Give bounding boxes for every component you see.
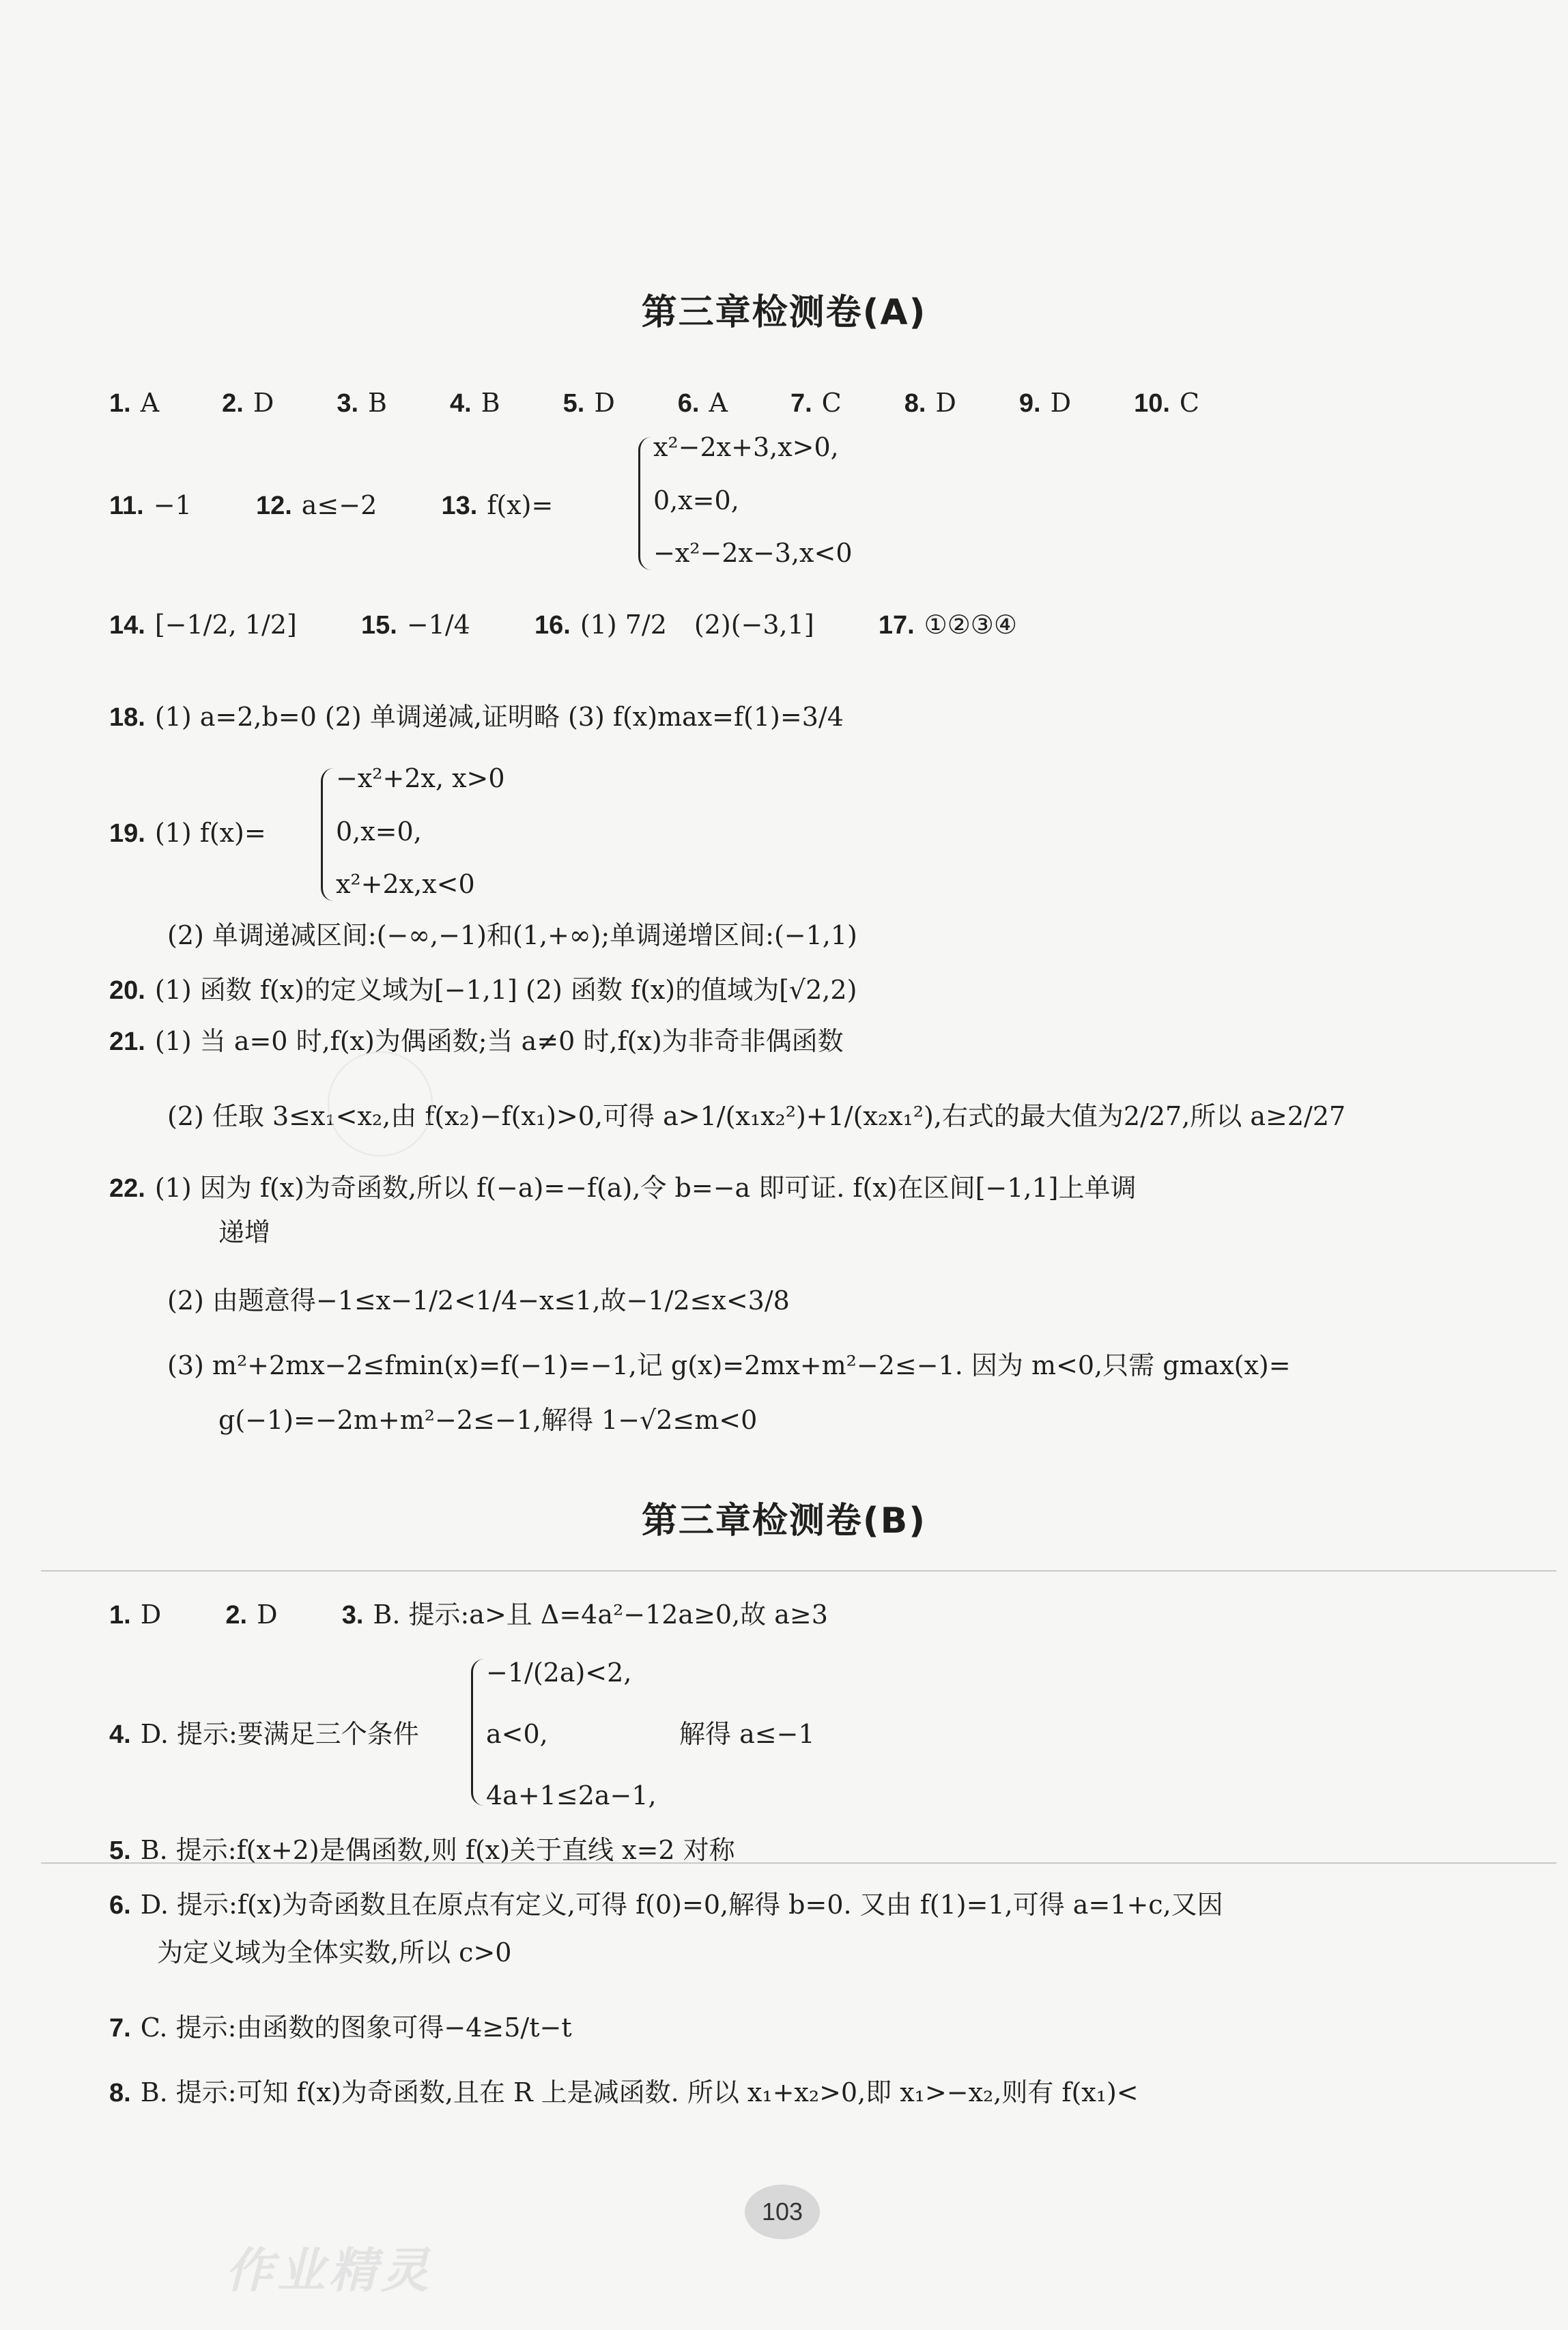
answer-b-4: 4. D. 提示:要满足三个条件 bbox=[109, 1719, 419, 1749]
answer-b-7: 7. C. 提示:由函数的图象可得−4≥5/t−t bbox=[109, 2013, 572, 2043]
answer-b-5: 5. B. 提示:f(x+2)是偶函数,则 f(x)关于直线 x=2 对称 bbox=[109, 1835, 735, 1865]
answer-b-8: 8. B. 提示:可知 f(x)为奇函数,且在 R 上是减函数. 所以 x₁+x₂>0,即 x₁>−x₂,则有 f(x₁)< bbox=[109, 2077, 1139, 2107]
answer-value: A bbox=[140, 388, 160, 418]
answer-value: B bbox=[481, 388, 500, 418]
section-title-b: 第三章检测卷(B) bbox=[641, 1501, 927, 1542]
answer-value: C bbox=[1179, 388, 1199, 418]
answer-number: 10. bbox=[1134, 389, 1170, 418]
answer-number: 8. bbox=[904, 389, 926, 418]
answer-14-17: 14. [−1/2, 1/2] 15. −1/4 16. (1) 7/2 (2)(−3,1] 17. ①②③④ bbox=[109, 610, 1017, 640]
answer-20: 20. (1) 函数 f(x)的定义域为[−1,1] (2) 函数 f(x)的值域为[√2,2) bbox=[109, 975, 857, 1005]
answer-18: 18. (1) a=2,b=0 (2) 单调递减,证明略 (3) f(x)max=f(1)=3/4 bbox=[109, 702, 844, 732]
answer-b-6: 6. D. 提示:f(x)为奇函数且在原点有定义,可得 f(0)=0,解得 b=0. 又由 f(1)=1,可得 a=1+c,又因 bbox=[109, 1890, 1223, 1920]
answer-22-part3: (3) m²+2mx−2≤fmin(x)=f(−1)=−1,记 g(x)=2mx+m²−2≤−1. 因为 m<0,只需 gmax(x)= bbox=[167, 1350, 1291, 1380]
answer-number: 3. bbox=[337, 389, 359, 418]
answer-22-part2: (2) 由题意得−1≤x−1/2<1/4−x≤1,故−1/2≤x<3/8 bbox=[167, 1285, 790, 1316]
answer-22: 22. (1) 因为 f(x)为奇函数,所以 f(−a)=−f(a),令 b=−a 即可证. f(x)在区间[−1,1]上单调 bbox=[109, 1173, 1137, 1203]
watermark: 作业精灵 bbox=[225, 2243, 433, 2299]
answer-number: 9. bbox=[1018, 389, 1041, 418]
answer-21-part2: (2) 任取 3≤x₁<x₂,由 f(x₂)−f(x₁)>0,可得 a>1/(x₁x₂²)+1/(x₂x₁²),右式的最大值为2/27,所以 a≥2/27 bbox=[167, 1101, 1346, 1131]
answer-value: B bbox=[368, 388, 387, 418]
answer-19: 19. (1) f(x)= bbox=[109, 818, 266, 848]
answers-1-10 bbox=[109, 386, 1199, 421]
answer-b-6-cont: 为定义域为全体实数,所以 c>0 bbox=[157, 1937, 512, 1967]
answer-b-1-3: 1. D 2. D 3. B. 提示:a>且 Δ=4a²−12a≥0,故 a≥3 bbox=[109, 1600, 828, 1630]
answer-number: 2. bbox=[222, 389, 244, 418]
section-title-a: 第三章检测卷(A) bbox=[641, 292, 927, 333]
answer-11-12: 11. −1 12. a≤−2 13. f(x)= bbox=[109, 490, 554, 520]
answer-value: D bbox=[594, 388, 615, 418]
answer-number: 1. bbox=[109, 389, 131, 418]
divider bbox=[41, 1570, 1556, 1572]
stamp-mark bbox=[328, 1051, 433, 1156]
answer-number: 4. bbox=[449, 389, 472, 418]
answer-page: 第三章检测卷(A) 1. A 2. D 3. B 4. B 5. D 6. A 7. C 8. D 9. D 10. C 11. −1 12. a≤−2 13. f(x)= x²−2x+3,x>0, 0,x=0, −x²−2x−3,x<0 14. [−1/2, 1/2] 15. −1/4 16. (1) 7/2 (2)(−3,1] 17. ①②③④ 18. (1) a=2,b=0 (2) 单调递减,证明略 (3) f(x)max=f(1)=3/4 19. (1) f(x)= −x²+2x, x>0 0,x=0, x²+2x,x<0 (2) 单调递减区间:(−∞,−1)和(1,+∞);单调递增区间:(−1,1) 20. (1) 函数 f(x)的定义域为[−1,1] (2) 函数 f(x)的值域为[√2,2) 21. (1) 当 a=0 时,f(x)为偶函数;当 a≠0 时,f(x)为非奇非偶函数 (2) 任取 3≤x₁<x₂,由 f(x₂)−f(x₁)>0,可得 a>1/(x₁x₂²)+1/(x₂x₁²),右式的最大值为2/27,所以 a≥2/27 22. (1) 因为 f(x)为奇函数,所以 f(−a)=−f(a),令 b=−a 即可证. f(x)在区间[−1,1]上单调 递增 (2) 由题意得−1≤x−1/2<1/4−x≤1,故−1/2≤x<3/8 (3) m²+2mx−2≤fmin(x)=f(−1)=−1,记 g(x)=2mx+m²−2≤−1. 因为 m<0,只需 gmax(x)= g(−1)=−2m+m²−2≤−1,解得 1−√2≤m<0 第三章检测卷(B) 1. D 2. D 3. B. 提示:a>且 Δ=4a²−12a≥0,故 a≥3 4. D. 提示:要满足三个条件 −1/(2a)<2, a<0, 4a+1≤2a−1, 解得 a≤−1 5. B. 提示:f(x+2)是偶函数,则 f(x)关于直线 x=2 对称 6. D. 提示:f(x)为奇函数且在原点有定义,可得 f(0)=0,解得 b=0. 又由 f(1)=1,可得 a=1+c,又因 为定义域为全体实数,所以 c>0 7. C. 提示:由函数的图象可得−4≥5/t−t 8. B. 提示:可知 f(x)为奇函数,且在 R 上是减函数. 所以 x₁+x₂>0,即 x₁>−x₂,则有 f(x₁)< 103 作业精灵 bbox=[0, 0, 1568, 2330]
page-number: 103 bbox=[745, 2185, 820, 2239]
answer-value: D bbox=[1050, 388, 1072, 418]
answer-22-part1-cont: 递增 bbox=[218, 1217, 271, 1247]
answer-number: 6. bbox=[677, 389, 700, 418]
answer-value: D bbox=[253, 388, 274, 418]
answer-b-4-result: 解得 a≤−1 bbox=[679, 1719, 815, 1749]
answer-number: 7. bbox=[790, 389, 812, 418]
answer-22-part3-cont: g(−1)=−2m+m²−2≤−1,解得 1−√2≤m<0 bbox=[218, 1405, 758, 1435]
answer-19-part2: (2) 单调递减区间:(−∞,−1)和(1,+∞);单调递增区间:(−1,1) bbox=[167, 920, 857, 950]
answer-value: D bbox=[935, 388, 956, 418]
answer-number: 5. bbox=[562, 389, 585, 418]
answer-value: A bbox=[709, 388, 728, 418]
answer-21: 21. (1) 当 a=0 时,f(x)为偶函数;当 a≠0 时,f(x)为非奇非偶函数 bbox=[109, 1026, 844, 1056]
answer-value: C bbox=[821, 388, 842, 418]
